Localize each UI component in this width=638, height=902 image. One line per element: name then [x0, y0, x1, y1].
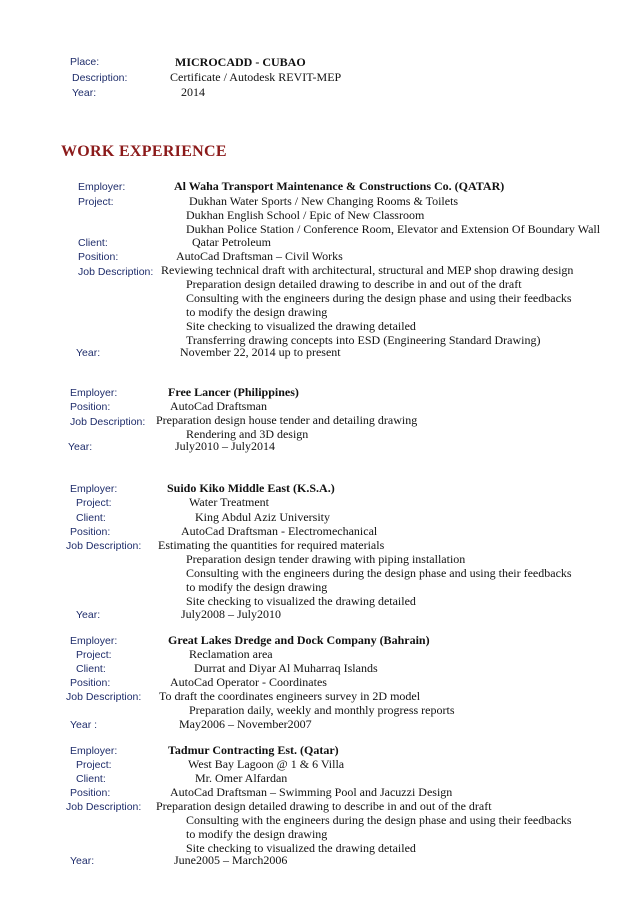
year-value: July2010 – July2014: [175, 439, 276, 453]
place-label: Place:: [70, 56, 100, 68]
year-label: Year:: [72, 87, 97, 99]
year-value: July2008 – July2010: [181, 607, 282, 621]
description-value: Certificate / Autodesk REVIT-MEP: [170, 70, 342, 84]
description-line: Preparation design tender drawing with piping installation: [186, 552, 466, 566]
client-value: Mr. Omer Alfardan: [195, 771, 288, 785]
project-label: Project:: [76, 759, 112, 771]
job-description-label: Job Description:: [78, 266, 154, 278]
client-label: Client:: [76, 663, 106, 675]
position-label: Position:: [70, 787, 111, 799]
year-value: 2014: [181, 85, 205, 99]
project-line: Dukhan English School / Epic of New Classroom: [186, 208, 425, 222]
description-line: Preparation design detailed drawing to describe in and out of the draft: [186, 277, 522, 291]
description-line: to modify the design drawing: [186, 827, 328, 841]
employer-name: Tadmur Contracting Est. (Qatar): [168, 743, 339, 757]
client-value: King Abdul Aziz University: [195, 510, 330, 524]
job-description-label: Job Description:: [66, 540, 142, 552]
year-label: Year:: [68, 441, 93, 453]
job-description-label: Job Description:: [70, 416, 146, 428]
employer-name: Suido Kiko Middle East (K.S.A.): [167, 481, 335, 495]
year-label: Year:: [70, 855, 95, 867]
employer-name: Al Waha Transport Maintenance & Constructions Co. (QATAR): [174, 179, 505, 193]
section-title-work-experience: WORK EXPERIENCE: [61, 143, 227, 160]
description-line: Consulting with the engineers during the design phase and using their feedbacks: [186, 566, 572, 580]
position-label: Position:: [70, 401, 111, 413]
employer-name: Great Lakes Dredge and Dock Company (Bahrain): [168, 633, 430, 647]
client-value: Durrat and Diyar Al Muharraq Islands: [194, 661, 378, 675]
project-value: Reclamation area: [189, 647, 273, 661]
description-line: Reviewing technical draft with architectural, structural and MEP shop drawing design: [161, 263, 574, 277]
position-value: AutoCad Draftsman – Civil Works: [176, 249, 343, 263]
employer-label: Employer:: [70, 483, 118, 495]
description-line: Estimating the quantities for required materials: [158, 538, 385, 552]
description-line: to modify the design drawing: [186, 580, 328, 594]
project-value: West Bay Lagoon @ 1 & 6 Villa: [188, 757, 345, 771]
description-line: to modify the design drawing: [186, 305, 328, 319]
description-label: Description:: [72, 72, 128, 84]
year-value: June2005 – March2006: [174, 853, 288, 867]
employer-name: Free Lancer (Philippines): [168, 385, 299, 399]
description-line: Site checking to visualized the drawing detailed: [186, 594, 416, 608]
employer-label: Employer:: [70, 635, 118, 647]
year-label: Year:: [76, 347, 101, 359]
position-value: AutoCad Draftsman: [170, 399, 267, 413]
project-line: Dukhan Police Station / Conference Room, Elevator and Extension Of Boundary Wall: [186, 222, 601, 236]
position-value: AutoCad Operator - Coordinates: [170, 675, 327, 689]
client-label: Client:: [76, 512, 106, 524]
client-label: Client:: [78, 237, 108, 249]
description-line: Rendering and 3D design: [186, 427, 309, 441]
project-label: Project:: [76, 497, 112, 509]
employer-label: Employer:: [78, 181, 126, 193]
job-description-label: Job Description:: [66, 801, 142, 813]
description-line: To draft the coordinates engineers survey in 2D model: [159, 689, 421, 703]
description-line: Consulting with the engineers during the design phase and using their feedbacks: [186, 813, 572, 827]
client-value: Qatar Petroleum: [192, 235, 271, 249]
year-label: Year:: [76, 609, 101, 621]
description-line: Preparation design house tender and detailing drawing: [156, 413, 418, 427]
project-line: Dukhan Water Sports / New Changing Rooms & Toilets: [189, 194, 459, 208]
project-label: Project:: [78, 196, 114, 208]
project-value: Water Treatment: [189, 495, 270, 509]
project-label: Project:: [76, 649, 112, 661]
position-value: AutoCad Draftsman – Swimming Pool and Jacuzzi Design: [170, 785, 453, 799]
description-line: Site checking to visualized the drawing detailed: [186, 319, 416, 333]
description-line: Site checking to visualized the drawing detailed: [186, 841, 416, 855]
position-label: Position:: [70, 526, 111, 538]
year-value: November 22, 2014 up to present: [180, 345, 341, 359]
description-line: Consulting with the engineers during the design phase and using their feedbacks: [186, 291, 572, 305]
description-line: Preparation design detailed drawing to describe in and out of the draft: [156, 799, 492, 813]
year-value: May2006 – November2007: [179, 717, 312, 731]
client-label: Client:: [76, 773, 106, 785]
place-value: MICROCADD - CUBAO: [175, 55, 306, 69]
position-label: Position:: [78, 251, 119, 263]
employer-label: Employer:: [70, 387, 118, 399]
position-value: AutoCad Draftsman - Electromechanical: [181, 524, 378, 538]
position-label: Position:: [70, 677, 111, 689]
description-line: Transferring drawing concepts into ESD (Engineering Standard Drawing): [186, 333, 541, 347]
year-label: Year :: [70, 719, 98, 731]
employer-label: Employer:: [70, 745, 118, 757]
description-line: Preparation daily, weekly and monthly progress reports: [189, 703, 455, 717]
job-description-label: Job Description:: [66, 691, 142, 703]
